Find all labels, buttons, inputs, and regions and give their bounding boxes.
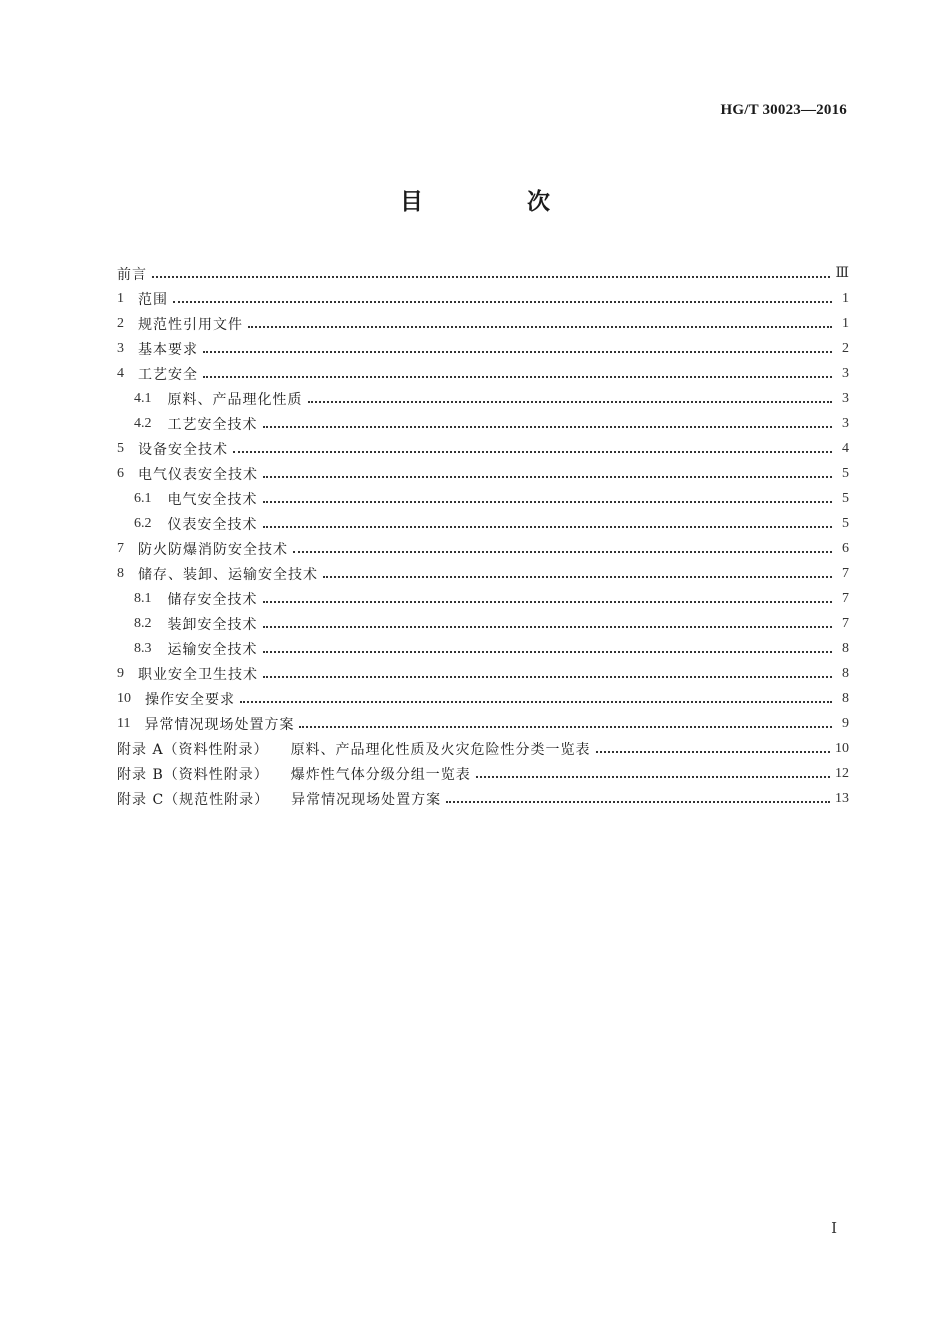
- dot-leader: [476, 775, 830, 778]
- toc-entry-page: 12: [835, 765, 849, 781]
- toc-entry-number: 6: [117, 465, 124, 481]
- toc-entry-number: 8.1: [134, 590, 152, 606]
- dot-leader: [263, 525, 833, 528]
- toc-entry-number: 1: [117, 290, 124, 306]
- toc-entry-page: 10: [835, 740, 849, 756]
- dot-leader: [323, 575, 832, 578]
- toc-entry-page: 4: [842, 440, 849, 456]
- toc-entry-4-1[interactable]: [117, 386, 849, 411]
- toc-entry-number: 8: [117, 565, 124, 581]
- toc-entry-label: 储存安全技术: [167, 591, 258, 608]
- toc-entry-8-1[interactable]: [117, 586, 849, 611]
- toc-entry-6-2[interactable]: [117, 511, 849, 536]
- toc-entry-label: 异常情况现场处置方案: [144, 716, 295, 733]
- toc-entry-appendix-b[interactable]: [117, 761, 849, 786]
- toc-entry-label: 电气仪表安全技术: [138, 466, 258, 483]
- toc-entry-page: Ⅲ: [835, 266, 849, 281]
- dot-leader: [263, 475, 832, 478]
- dot-leader: [173, 300, 832, 303]
- toc-entry-label: 操作安全要求: [145, 691, 235, 708]
- dot-leader: [446, 800, 830, 803]
- toc-entry-number: 3: [117, 340, 124, 356]
- toc-entry-page: 5: [842, 465, 849, 481]
- toc-entry-page: 5: [842, 515, 849, 531]
- toc-entry-label: 储存、装卸、运输安全技术: [138, 566, 318, 583]
- dot-leader: [263, 625, 833, 628]
- dot-leader: [263, 650, 833, 653]
- toc-entry-2[interactable]: [117, 311, 849, 336]
- toc-entry-4-2[interactable]: [117, 411, 849, 436]
- toc-entry-6-1[interactable]: [117, 486, 849, 511]
- toc-entry-number: 7: [117, 540, 124, 556]
- dot-leader: [203, 350, 832, 353]
- toc-entry-label: 范围: [138, 291, 168, 308]
- dot-leader: [233, 450, 832, 453]
- toc-appendix-designation: 附录 A（资料性附录）: [117, 741, 269, 758]
- toc-entry-number: 5: [117, 440, 124, 456]
- toc-entry-number: 6.1: [134, 490, 152, 506]
- toc-entry-label: 电气安全技术: [167, 491, 258, 508]
- toc-entry-label: 运输安全技术: [167, 641, 258, 658]
- toc-entry-label: 原料、产品理化性质及火灾危险性分类一览表: [290, 741, 591, 758]
- dot-leader: [596, 750, 830, 753]
- toc-entry-number: 4: [117, 365, 124, 381]
- toc-entry-page: 8: [842, 640, 849, 656]
- toc-entry-page: 1: [842, 290, 849, 306]
- toc-entry-number: 11: [117, 715, 131, 731]
- toc-appendix-designation: 附录 B（资料性附录）: [117, 766, 269, 783]
- toc-entry-label: 前言: [117, 266, 147, 283]
- page-number: Ⅰ: [831, 1221, 837, 1237]
- toc-entry-page: 9: [842, 715, 849, 731]
- dot-leader: [240, 700, 832, 703]
- toc-entry-8[interactable]: [117, 561, 849, 586]
- dot-leader: [299, 725, 832, 728]
- dot-leader: [293, 550, 832, 553]
- toc-entry-label: 防火防爆消防安全技术: [138, 541, 288, 558]
- toc-entry-label: 爆炸性气体分级分组一览表: [290, 766, 471, 783]
- toc-entry-5[interactable]: [117, 436, 849, 461]
- toc-entry-preface[interactable]: [117, 261, 849, 286]
- page-title: 目 次: [399, 189, 598, 215]
- toc-entry-9[interactable]: [117, 661, 849, 686]
- toc-entry-number: 4.2: [134, 415, 152, 431]
- toc-entry-label: 异常情况现场处置方案: [291, 791, 442, 808]
- toc-entry-page: 8: [842, 690, 849, 706]
- toc-entry-number: 9: [117, 665, 124, 681]
- toc-entry-page: 2: [842, 340, 849, 356]
- toc-entry-4[interactable]: [117, 361, 849, 386]
- toc-entry-label: 工艺安全技术: [167, 416, 258, 433]
- standard-code: HG/T 30023—2016: [720, 102, 847, 118]
- toc-entry-appendix-a[interactable]: [117, 736, 849, 761]
- toc-entry-number: 8.2: [134, 615, 152, 631]
- toc-entry-page: 13: [835, 790, 849, 806]
- toc-entry-label: 基本要求: [138, 341, 198, 358]
- toc-entry-page: 8: [842, 665, 849, 681]
- toc-entry-page: 7: [842, 590, 849, 606]
- dot-leader: [248, 325, 832, 328]
- toc-entry-3[interactable]: [117, 336, 849, 361]
- toc-entry-page: 7: [842, 615, 849, 631]
- toc-entry-page: 7: [842, 565, 849, 581]
- toc-entry-11[interactable]: [117, 711, 849, 736]
- toc-entry-appendix-c[interactable]: [117, 786, 849, 811]
- dot-leader: [263, 500, 833, 503]
- toc-entry-page: 6: [842, 540, 849, 556]
- toc-entry-7[interactable]: [117, 536, 849, 561]
- toc-entry-label: 规范性引用文件: [138, 316, 243, 333]
- toc-entry-10[interactable]: [117, 686, 849, 711]
- toc-appendix-designation: 附录 C（规范性附录）: [117, 791, 270, 808]
- toc-entry-label: 设备安全技术: [138, 441, 228, 458]
- toc-entry-page: 3: [842, 365, 849, 381]
- dot-leader: [263, 600, 833, 603]
- toc-entry-number: 8.3: [134, 640, 152, 656]
- dot-leader: [263, 425, 833, 428]
- toc-entry-6[interactable]: [117, 461, 849, 486]
- toc-entry-number: 4.1: [134, 390, 152, 406]
- toc-entry-number: 2: [117, 315, 124, 331]
- toc-entry-8-3[interactable]: [117, 636, 849, 661]
- toc-entry-label: 仪表安全技术: [167, 516, 258, 533]
- dot-leader: [203, 375, 832, 378]
- toc-entry-label: 工艺安全: [138, 366, 198, 383]
- toc-entry-page: 1: [842, 315, 849, 331]
- dot-leader: [308, 400, 833, 403]
- toc-entry-page: 3: [842, 415, 849, 431]
- toc-entry-label: 原料、产品理化性质: [167, 391, 303, 408]
- dot-leader: [152, 275, 830, 278]
- toc-entry-label: 装卸安全技术: [167, 616, 258, 633]
- toc-entry-label: 职业安全卫生技术: [138, 666, 258, 683]
- toc-entry-number: 10: [117, 690, 131, 706]
- toc-entry-page: 3: [842, 390, 849, 406]
- toc-entry-number: 6.2: [134, 515, 152, 531]
- toc-entry-page: 5: [842, 490, 849, 506]
- table-of-contents: [117, 261, 849, 811]
- dot-leader: [263, 675, 832, 678]
- toc-entry-1[interactable]: [117, 286, 849, 311]
- toc-entry-8-2[interactable]: [117, 611, 849, 636]
